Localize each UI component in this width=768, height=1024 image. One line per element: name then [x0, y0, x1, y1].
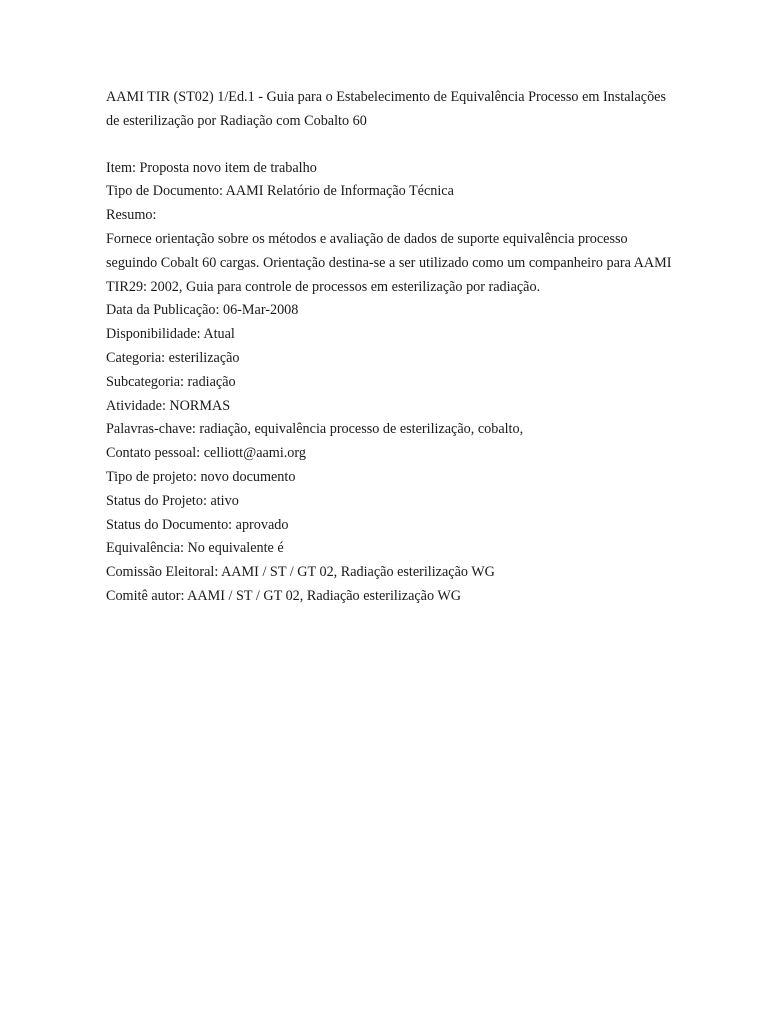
subcategory-line: Subcategoria: radiação: [106, 373, 236, 390]
title-line-2: de esterilização por Radiação com Cobalto 60: [106, 112, 367, 129]
summary-line-1: Fornece orientação sobre os métodos e avaliação de dados de suporte equivalência processo: [106, 230, 628, 247]
publication-date-line: Data da Publicação: 06-Mar-2008: [106, 302, 299, 319]
keywords-line: Palavras-chave: radiação, equivalência processo de esterilização, cobalto,: [106, 421, 524, 438]
equivalence-line: Equivalência: No equivalente é: [106, 540, 284, 557]
document-details: [106, 157, 688, 609]
item-line: Item: Proposta novo item de trabalho: [106, 159, 317, 176]
availability-line: Disponibilidade: Atual: [106, 326, 235, 343]
title-line-1: AAMI TIR (ST02) 1/Ed.1 - Guia para o Estabelecimento de Equivalência Processo em Instalações: [106, 89, 666, 105]
electoral-committee-line: Comissão Eleitoral: AAMI / ST / GT 02, Radiação esterilização WG: [106, 564, 495, 581]
summary-label: Resumo:: [106, 207, 157, 224]
summary-line-2: seguindo Cobalt 60 cargas. Orientação destina-se a ser utilizado como um companheiro para AAMI: [106, 254, 672, 271]
category-line: Categoria: esterilização: [106, 349, 240, 366]
project-status-line: Status do Projeto: ativo: [106, 492, 239, 509]
activity-line: Atividade: NORMAS: [106, 397, 231, 414]
summary-text: [106, 228, 688, 299]
document-title: [106, 86, 688, 134]
contact-line: Contato pessoal: celliott@aami.org: [106, 445, 306, 462]
author-committee-line: Comitê autor: AAMI / ST / GT 02, Radiação esterilização WG: [106, 587, 462, 604]
document-type-line: Tipo de Documento: AAMI Relatório de Informação Técnica: [106, 183, 454, 200]
document-status-line: Status do Documento: aprovado: [106, 516, 289, 533]
project-type-line: Tipo de projeto: novo documento: [106, 468, 296, 485]
summary-line-3: TIR29: 2002, Guia para controle de processos em esterilização por radiação.: [106, 278, 541, 295]
